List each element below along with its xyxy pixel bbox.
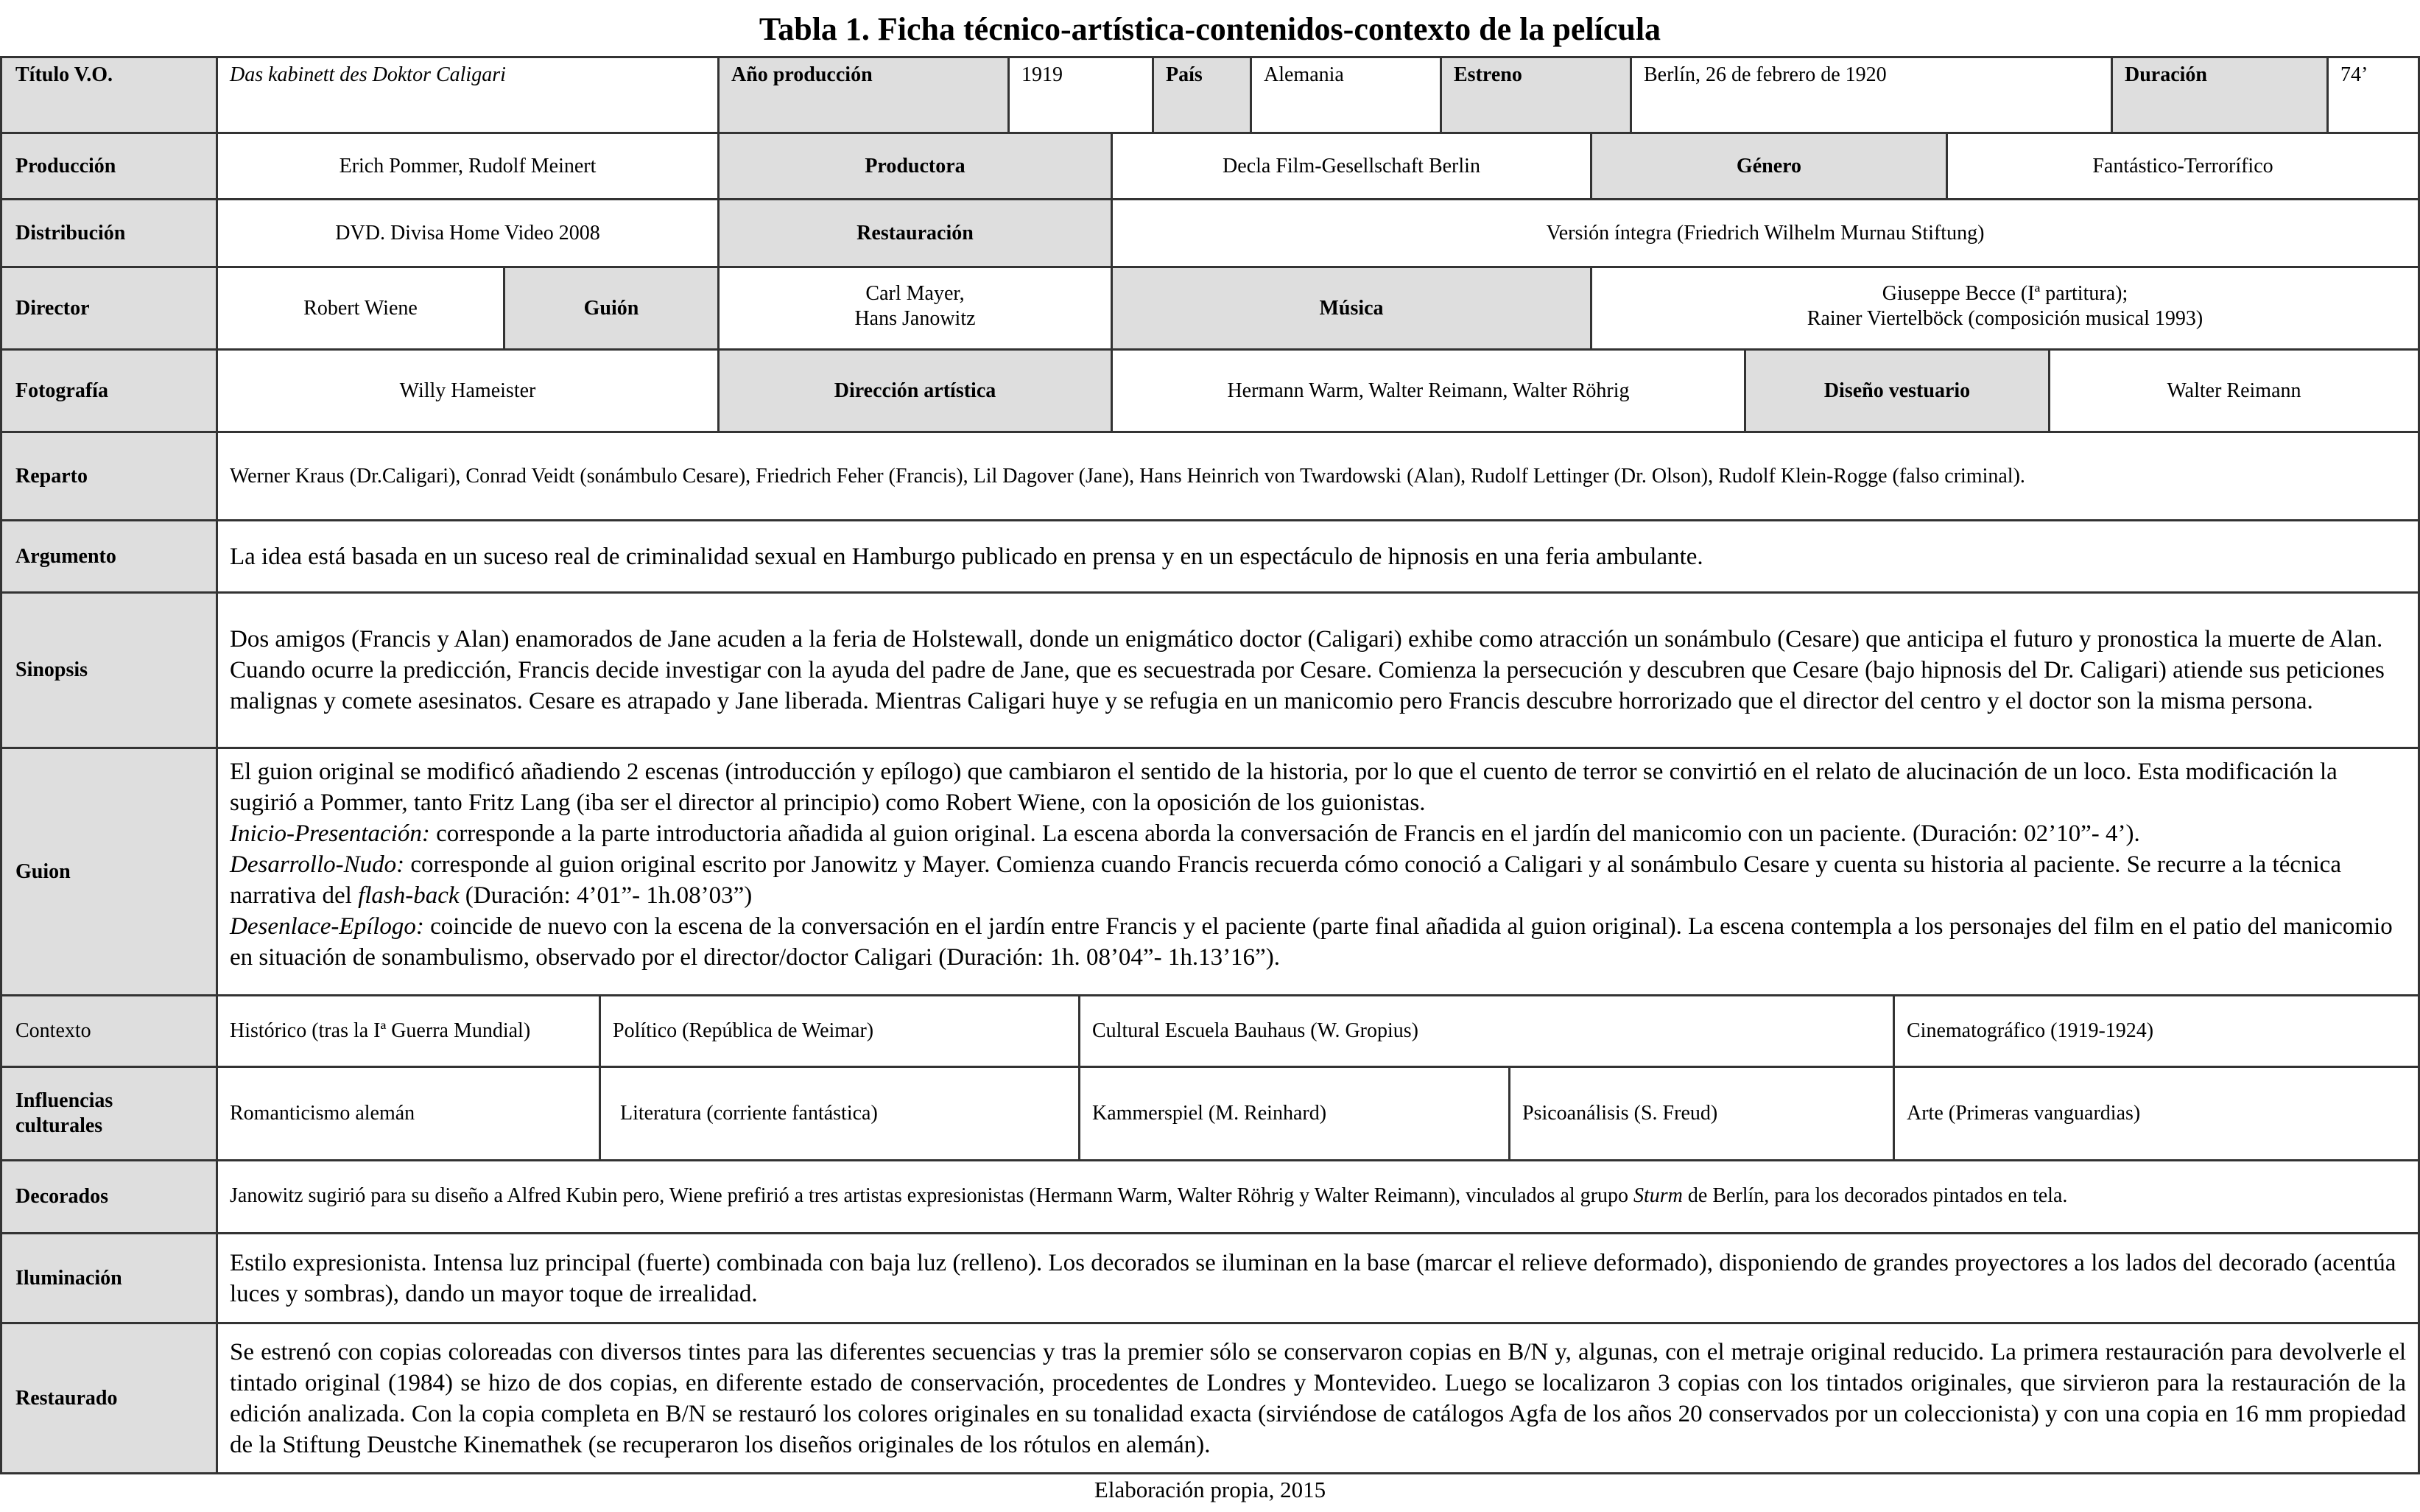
guion-inicio-text: corresponde a la parte introductoria añadida al guion original. La escena aborda la conversación de Francis en el jardín del manicomio con un paciente. (Duración: 02’10”- 4’). (429, 820, 2140, 847)
value-duracion: 74’ (2340, 63, 2368, 86)
row-distribucion (2, 200, 2418, 268)
guion-credit-line-2: Hans Janowitz (854, 307, 976, 330)
value-direccion-artistica: Hermann Warm, Walter Reimann, Walter Röhrig (1113, 351, 1746, 431)
influencia-item: Arte (Primeras vanguardias) (1907, 1102, 2141, 1125)
contexto-item: Cinematográfico (1919-1924) (1907, 1019, 2154, 1042)
row-sinopsis (2, 594, 2418, 749)
label-musica: Música (1113, 268, 1592, 348)
label-genero: Género (1592, 134, 1948, 198)
label-director: Director (2, 268, 218, 348)
value-fotografia: Willy Hameister (218, 351, 720, 431)
value-iluminacion: Estilo expresionista. Intensa luz principal (fuerte) combinada con baja luz (relleno). Los decorados se iluminan en la base (marcar el relieve deformado), disponiendo de grandes proyectores a los lados del decorado (acentúa luces y sombras), dando un mayor toque de irrealidad. (230, 1249, 2396, 1307)
value-director: Robert Wiene (218, 268, 505, 348)
value-sinopsis: Dos amigos (Francis y Alan) enamorados de Jane acuden a la feria de Holstewall, donde un enigmático doctor (Caligari) exhibe como atracción un sonámbulo (Cesare) que anticipa el futuro y pronostica la muerte de Alan. Cuando ocurre la predicción, Francis decide investigar con la ayuda del padre de Jane, que es secuestrada por Cesare. Comienza la persecución y descubren que Cesare (bajo hipnosis del Dr. Caligari) atiende sus peticiones malignas y comete asesinatos. Cesare es atrapado y Jane liberada. Mientras Caligari huye y se refugia en un manicomio pero Francis descubre horrorizado que el director del centro y el doctor son la misma persona. (230, 626, 2385, 714)
musica-line-2: Rainer Viertelböck (composición musical 1993) (1807, 307, 2203, 330)
guion-inicio-label: Inicio-Presentación: (230, 820, 430, 847)
label-influencias: Influencias culturales (2, 1068, 218, 1159)
value-restaurado: Se estrenó con copias coloreadas con diversos tintes para las diferentes secuencias y tras la premier sólo se conservaron copias en B/N y, algunas, con el metraje original reducido. La primera restauración para devolverle el tintado original (1984) se hizo de dos copias, en diferente estado de conservación, procedentes de Londres y Montevideo. Luego se localizaron 3 copias con los tintados originales, que sirvieron para la restauración de la edición analizada. Con la copia completa en B/N se restauró los colores originales en su tonalidad exacta (sirviéndose de catálogos Agfa de los años 20 conservados por un coleccionista) y con una copia en 16 mm propiedad de la Stiftung Deustche Kinemathek (se recuperaron los diseños originales de los rótulos en alemán). (230, 1338, 2406, 1458)
label-contexto: Contexto (2, 996, 218, 1066)
label-direccion-artistica: Dirección artística (720, 351, 1113, 431)
value-argumento: La idea está basada en un suceso real de criminalidad sexual en Hamburgo publicado en prensa y en un espectáculo de hipnosis en una feria ambulante. (230, 543, 1703, 570)
value-vestuario: Walter Reimann (2167, 379, 2301, 402)
row-iluminacion (2, 1234, 2418, 1324)
value-reparto: Werner Kraus (Dr.Caligari), Conrad Veidt (sonámbulo Cesare), Friedrich Feher (Francis), Lil Dagover (Jane), Hans Heinrich von Twardowski (Alan), Rudolf Lettinger (Dr. Olson), Rudolf Klein-Rogge (falso criminal). (230, 464, 2025, 488)
value-guion-credit (720, 268, 1113, 348)
decorados-pre: Janowitz sugirió para su diseño a Alfred Kubin pero, Wiene prefirió a tres artistas expresionistas (Hermann Warm, Walter Röhrig y Walter Reimann), vinculados al grupo (230, 1184, 1633, 1207)
label-guion: Guion (2, 749, 218, 994)
value-guion (218, 749, 2418, 994)
row-titulo (2, 58, 2418, 134)
label-reparto: Reparto (2, 433, 218, 519)
row-influencias (2, 1068, 2418, 1161)
value-productora: Decla Film-Gesellschaft Berlin (1113, 134, 1592, 198)
musica-line-1: Giuseppe Becce (Iª partitura); (1882, 282, 2128, 305)
contexto-item: Político (República de Weimar) (601, 996, 1080, 1066)
value-produccion: Erich Pommer, Rudolf Meinert (218, 134, 720, 198)
label-distribucion: Distribución (2, 200, 218, 266)
row-reparto (2, 433, 2418, 521)
label-pais: País (1154, 58, 1252, 132)
value-distribucion: DVD. Divisa Home Video 2008 (218, 200, 720, 266)
value-decorados (218, 1161, 2418, 1232)
guion-flashback: flash-back (358, 882, 460, 909)
table-title: Tabla 1. Ficha técnico-artística-contenidos-contexto de la película (759, 11, 1661, 47)
value-genero: Fantástico-Terrorífico (2092, 154, 2273, 177)
label-decorados: Decorados (2, 1161, 218, 1232)
value-musica (1592, 268, 2418, 348)
influencia-item: Literatura (corriente fantástica) (601, 1068, 1080, 1159)
label-guion-credit: Guión (505, 268, 720, 348)
label-iluminacion: Iluminación (2, 1234, 218, 1322)
value-titulo: Das kabinett des Doktor Caligari (218, 58, 720, 132)
label-vestuario: Diseño vestuario (1746, 351, 2050, 431)
guion-credit-line-1: Carl Mayer, (865, 282, 965, 305)
label-restauracion: Restauración (720, 200, 1113, 266)
guion-desarrollo-tail: (Duración: 4’01”- 1h.08’03”) (459, 882, 753, 909)
guion-desenlace-text: coincide de nuevo con la escena de la conversación en el jardín entre Francis y el paciente (parte final añadida al guion original). La escena contempla a los personajes del film en el patio del manicomio en situación de sonambulismo, observado por el director/doctor Caligari (Duración: 1h. 08’04”- 1h.13’16”). (230, 913, 2393, 971)
label-titulo: Título V.O. (2, 58, 218, 132)
guion-desenlace-label: Desenlace-Epílogo: (230, 913, 424, 940)
label-fotografia: Fotografía (2, 351, 218, 431)
label-estreno: Estreno (1442, 58, 1632, 132)
value-restauracion: Versión íntegra (Friedrich Wilhelm Murnau Stiftung) (1546, 221, 1985, 245)
influencia-item: Kammerspiel (M. Reinhard) (1080, 1068, 1510, 1159)
label-restaurado: Restaurado (2, 1324, 218, 1472)
row-restaurado (2, 1324, 2418, 1472)
influencia-item: Romanticismo alemán (218, 1068, 601, 1159)
label-argumento: Argumento (2, 521, 218, 591)
contexto-item: Cultural Escuela Bauhaus (W. Gropius) (1080, 996, 1895, 1066)
guion-desarrollo-label: Desarrollo-Nudo: (230, 851, 405, 878)
label-anio: Año producción (720, 58, 1010, 132)
label-sinopsis: Sinopsis (2, 594, 218, 747)
film-data-table (0, 56, 2420, 1474)
value-estreno: Berlín, 26 de febrero de 1920 (1632, 58, 2113, 132)
guion-desarrollo-text: corresponde al guion original escrito por Janowitz y Mayer. Comienza cuando Francis recuerda cómo conoció a Caligari y al sonámbulo Cesare y cuenta su historia al paciente. Se recurre a la técnica narrativa del (230, 851, 2341, 909)
row-contexto (2, 996, 2418, 1068)
decorados-post: de Berlín, para los decorados pintados en tela. (1682, 1184, 2068, 1207)
label-duracion: Duración (2113, 58, 2329, 132)
row-fotografia (2, 351, 2418, 433)
row-decorados (2, 1161, 2418, 1234)
contexto-item: Histórico (tras la Iª Guerra Mundial) (218, 996, 601, 1066)
value-anio: 1919 (1010, 58, 1154, 132)
decorados-sturm: Sturm (1633, 1184, 1683, 1207)
row-produccion (2, 134, 2418, 200)
row-guion (2, 749, 2418, 996)
row-argumento (2, 521, 2418, 594)
footer-source: Elaboración propia, 2015 (1094, 1477, 1326, 1502)
row-director (2, 268, 2418, 351)
guion-intro: El guion original se modificó añadiendo 2 escenas (introducción y epílogo) que cambiaron el sentido de la historia, por lo que el cuento de terror se convirtió en el relato de alucinación de un loco. Esta modificación la sugirió a Pommer, tanto Fritz Lang (iba ser el director al principio) como Robert Wiene, con la oposición de los guionistas. (230, 759, 2338, 816)
value-pais: Alemania (1252, 58, 1442, 132)
label-productora: Productora (720, 134, 1113, 198)
label-produccion: Producción (2, 134, 218, 198)
influencia-item: Psicoanálisis (S. Freud) (1510, 1068, 1895, 1159)
